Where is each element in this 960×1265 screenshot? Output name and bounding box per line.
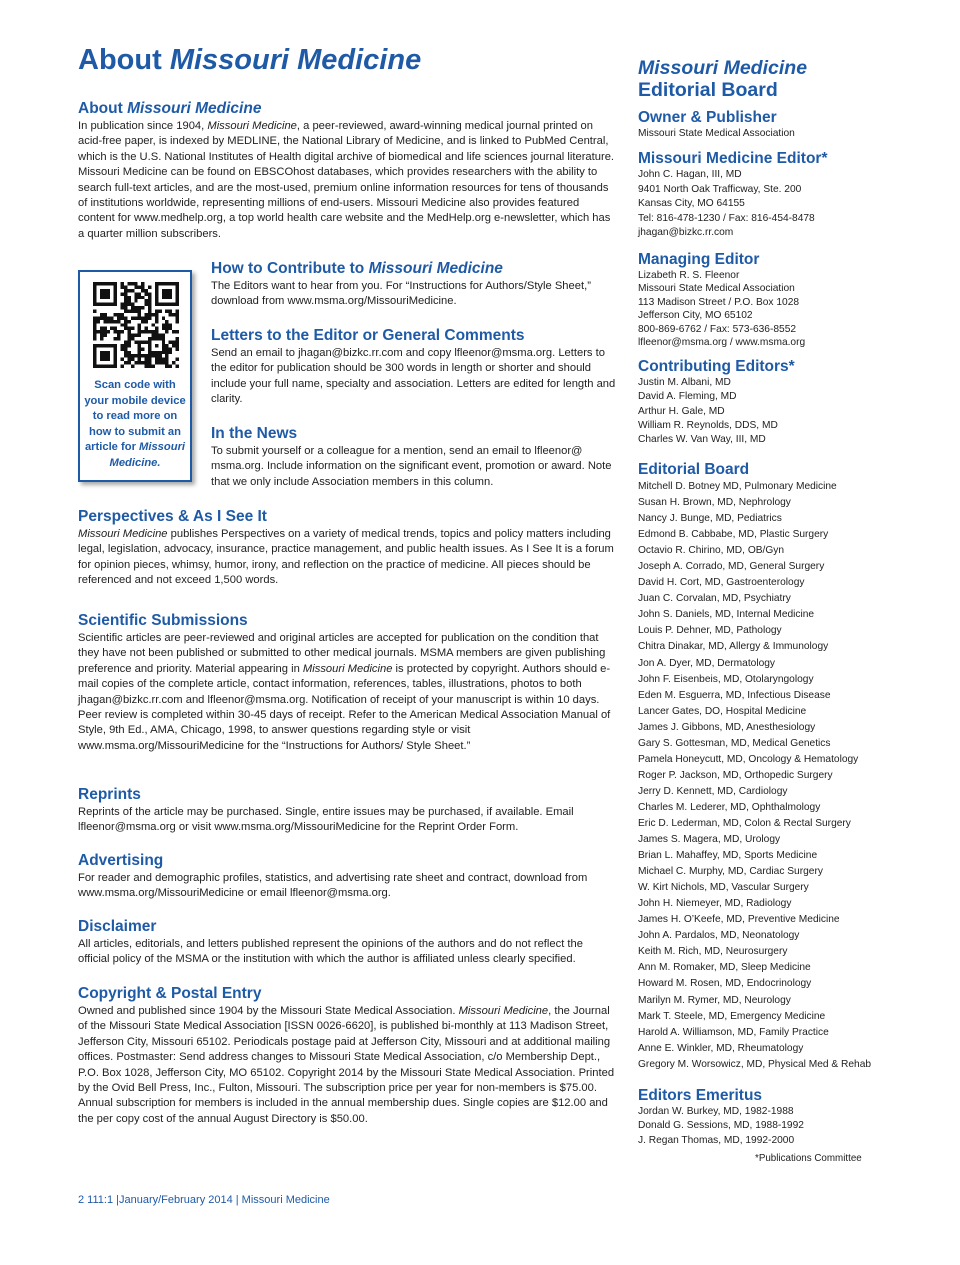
emeritus-list	[638, 1105, 898, 1148]
editorial-board-member: Gary S. Gottesman, MD, Medical Genetics	[638, 737, 831, 749]
managing-line: Missouri State Medical Association	[638, 283, 795, 295]
editorial-board-member: Michael C. Murphy, MD, Cardiac Surgery	[638, 866, 823, 878]
qr-caption: Scan code with your mobile device to read more on how to submit an article for Missouri Medicine.	[84, 379, 186, 469]
editorial-board-member: Harold A. Williamson, MD, Family Practice	[638, 1026, 829, 1038]
disclaimer-section	[78, 918, 616, 968]
contribute-section	[211, 260, 616, 310]
editor-emeritus: Jordan W. Burkey, MD, 1982-1988	[638, 1106, 794, 1117]
editorial-board-member: John F. Eisenbeis, MD, Otolaryngology	[638, 673, 814, 685]
editorial-board-member: Ann M. Romaker, MD, Sleep Medicine	[638, 962, 811, 974]
editorial-board-member: Octavio R. Chirino, MD, OB/Gyn	[638, 545, 785, 557]
board-title-line2: Editorial Board	[638, 79, 778, 101]
page-footer: 2 111:1 |January/February 2014 | Missouri Medicine	[78, 1194, 330, 1206]
editorial-board-member: James S. Magera, MD, Urology	[638, 834, 781, 846]
editorial-board-member: Eden M. Esguerra, MD, Infectious Disease	[638, 689, 831, 701]
editorial-board-member: John A. Pardalos, MD, Neonatology	[638, 930, 800, 942]
contributing-list	[638, 376, 898, 447]
about-text: In publication since 1904, Missouri Medicine, a peer-reviewed, award-winning medical journal printed on acid-free paper, is indexed by MEDLINE, the National Library of Medicine, and is linked to PubMed Central, which is the U.S. National Institutes of Health digital archive of biomedical and life sciences journal literature. Missouri Medicine can be found on EBSCOhost databases, which provides researchers with the ability to search full-text articles, and are the most-used, premium online information resources for tens of thousands of institutions worldwide, representing millions of end-users. Missouri Medicine also provides featured content for www.medhelp.org, a top world health care website and the MedHelp.org e-newsletter, which has a quarter million subscribers.	[78, 120, 615, 240]
editor-line: jhagan@bizkc.rr.com	[638, 227, 734, 239]
editorial-board-member: Chitra Dinakar, MD, Allergy & Immunology	[638, 641, 829, 653]
contributing-editor: Arthur H. Gale, MD	[638, 405, 725, 417]
editorial-list	[638, 479, 898, 1073]
editorial-board-member: Nancy J. Bunge, MD, Pediatrics	[638, 513, 782, 525]
contribute-heading: How to Contribute to Missouri Medicine	[211, 260, 503, 277]
editorial-board-member: Marilyn M. Rymer, MD, Neurology	[638, 994, 791, 1006]
board-title-line1: Missouri Medicine	[638, 57, 808, 79]
scientific-section	[78, 612, 616, 754]
managing-line: 800-869-6762 / Fax: 573-636-8552	[638, 323, 797, 335]
owner-section	[638, 109, 898, 140]
board-title	[638, 57, 898, 101]
letters-heading: Letters to the Editor or General Comments	[211, 327, 525, 344]
reprints-text: Reprints of the article may be purchased. Single, entire issues may be purchased, if available. Email lfleenor@msma.org or visit www.msma.org/MissouriMedicine for the Reprint Order Form.	[78, 806, 574, 834]
editorial-board-member: Anne E. Winkler, MD, Rheumatology	[638, 1042, 804, 1054]
editor-line: John C. Hagan, III, MD	[638, 169, 742, 180]
editorial-board-member: Pamela Honeycutt, MD, Oncology & Hematology	[638, 753, 859, 765]
editorial-board-member: David H. Cort, MD, Gastroenterology	[638, 577, 805, 589]
emeritus-heading: Editors Emeritus	[638, 1087, 763, 1104]
page-title: About Missouri Medicine	[78, 44, 422, 76]
editorial-board-member: Mitchell D. Botney MD, Pulmonary Medicine	[638, 481, 837, 492]
editorial-board-member: Roger P. Jackson, MD, Orthopedic Surgery	[638, 769, 833, 781]
disclaimer-heading: Disclaimer	[78, 918, 157, 935]
editorial-board-member: Gregory M. Worsowicz, MD, Physical Med & Rehab	[638, 1058, 872, 1070]
editorial-board-member: Louis P. Dehner, MD, Pathology	[638, 625, 782, 637]
perspectives-text: Missouri Medicine publishes Perspectives on a variety of medical trends, topics and policy matters including legal, legislation, advocacy, insurance, practice management, and public health issues. As I See It is a forum for opinion pieces, whimsy, humor, irony, and reflection on the practice of medicine. All pieces should be referenced and not exceed 1,500 words.	[78, 528, 614, 587]
editor-emeritus: Donald G. Sessions, MD, 1988-1992	[638, 1120, 804, 1132]
reprints-section	[78, 786, 616, 836]
contributing-section	[638, 358, 898, 447]
advertising-section	[78, 852, 616, 902]
contributing-editor: William R. Reynolds, DDS, MD	[638, 419, 778, 431]
news-text: To submit yourself or a colleague for a mention, send an email to lfleenor@ msma.org. Include information on the significant event, promotion or award. Note that we only include Association members in this column.	[211, 445, 612, 488]
reprints-heading: Reprints	[78, 786, 141, 803]
news-heading: In the News	[211, 425, 298, 442]
managing-line: Jefferson City, MO 65102	[638, 310, 753, 322]
editorial-board-member: John H. Niemeyer, MD, Radiology	[638, 898, 792, 910]
editorial-board-member: John S. Daniels, MD, Internal Medicine	[638, 609, 815, 621]
perspectives-heading: Perspectives & As I See It	[78, 508, 267, 525]
about-heading: About Missouri Medicine	[78, 100, 262, 117]
editorial-board-member: Juan C. Corvalan, MD, Psychiatry	[638, 593, 791, 605]
editorial-board-member: Joseph A. Corrado, MD, General Surgery	[638, 561, 825, 573]
editorial-board-member: Lancer Gates, DO, Hospital Medicine	[638, 705, 807, 717]
editor-line: Tel: 816-478-1230 / Fax: 816-454-8478	[638, 212, 815, 224]
editorial-board-member: Mark T. Steele, MD, Emergency Medicine	[638, 1010, 826, 1022]
contribute-text: The Editors want to hear from you. For “Instructions for Authors/Style Sheet,” download from www.msma.org/MissouriMedicine.	[211, 280, 591, 308]
editorial-board-member: Edmond B. Cabbabe, MD, Plastic Surgery	[638, 529, 829, 541]
managing-heading: Managing Editor	[638, 251, 760, 268]
qr-code-icon	[93, 282, 179, 368]
editorial-board-member: W. Kirt Nichols, MD, Vascular Surgery	[638, 882, 809, 894]
contributing-heading: Contributing Editors*	[638, 358, 795, 375]
managing-section	[638, 251, 898, 349]
letters-section	[211, 327, 616, 408]
committee-note: *Publications Committee	[755, 1153, 862, 1164]
about-section	[78, 100, 616, 242]
editor-section	[638, 150, 898, 241]
advertising-text: For reader and demographic profiles, statistics, and advertising rate sheet and contract, download from www.msma.org/MissouriMedicine or email lfleenor@msma.org.	[78, 872, 588, 900]
editorial-board-member: Eric D. Lederman, MD, Colon & Rectal Surgery	[638, 817, 851, 829]
editor-heading: Missouri Medicine Editor*	[638, 150, 828, 167]
editorial-board-member: James H. O’Keefe, MD, Preventive Medicine	[638, 914, 840, 926]
qr-code-box	[78, 270, 192, 482]
editorial-board-member: Howard M. Rosen, MD, Endocrinology	[638, 978, 812, 990]
editorial-board-member: Jon A. Dyer, MD, Dermatology	[638, 657, 776, 669]
editorial-board-member: Keith M. Rich, MD, Neurosurgery	[638, 946, 788, 958]
copyright-text: Owned and published since 1904 by the Missouri State Medical Association. Missouri Medicine, the Journal of the Missouri State Medical Association [ISSN 0026-6620], is published bi-monthly at 113 Madison Street, Jefferson City, Missouri 65102. Periodicals postage paid at Jefferson City, Missouri and at additional mailing offices. Postmaster: Send address changes to Missouri State Medical Association, c/o Membership Dept., P.O. Box 1028, Jefferson City, MO 65102. Copyright 2014 by the Missouri State Medical Association. Printed by the Ovid Bell Press, Inc., Fulton, Missouri. The subscription price per year for non-members is $75.00. Annual subscription for members is included in the annual membership dues. Single copies are $12.00 and the per copy cost of the annual August Directory is $50.00.	[78, 1005, 615, 1125]
letters-text: Send an email to jhagan@bizkc.rr.com and copy lfleenor@msma.org. Letters to the editor for publication should be 300 words in length or shorter and should include your full name, specialty and association. Letters are edited for length and clarity.	[211, 347, 616, 406]
editor-line: Kansas City, MO 64155	[638, 198, 745, 210]
editor-emeritus: J. Regan Thomas, MD, 1992-2000	[638, 1134, 795, 1146]
owner-text: Missouri State Medical Association	[638, 128, 795, 139]
editorial-board-member: Jerry D. Kennett, MD, Cardiology	[638, 785, 788, 797]
editorial-board-member: Charles M. Lederer, MD, Ophthalmology	[638, 801, 821, 813]
copyright-section	[78, 985, 616, 1127]
contributing-editor: Charles W. Van Way, III, MD	[638, 434, 766, 446]
contributing-editor: Justin M. Albani, MD	[638, 377, 731, 388]
editorial-board-member: James J. Gibbons, MD, Anesthesiology	[638, 721, 816, 733]
editorial-heading: Editorial Board	[638, 461, 750, 478]
perspectives-section	[78, 508, 616, 589]
disclaimer-text: All articles, editorials, and letters published represent the opinions of the authors and do not reflect the official policy of the MSMA or the institution with which the author is affiliated unless clearly specified.	[78, 938, 583, 966]
advertising-heading: Advertising	[78, 852, 164, 869]
news-section	[211, 425, 616, 490]
editorial-board-member: Brian L. Mahaffey, MD, Sports Medicine	[638, 850, 818, 862]
managing-line: lfleenor@msma.org / www.msma.org	[638, 337, 806, 349]
managing-line: Lizabeth R. S. Fleenor	[638, 270, 740, 281]
copyright-heading: Copyright & Postal Entry	[78, 985, 262, 1002]
editorial-board-member: Susan H. Brown, MD, Nephrology	[638, 497, 791, 509]
contributing-editor: David A. Fleming, MD	[638, 391, 737, 403]
editor-line: 9401 North Oak Trafficway, Ste. 200	[638, 183, 802, 195]
scientific-text: Scientific articles are peer-reviewed and original articles are accepted for publication on the condition that they have not been published or submitted to other medical journals. MSMA members are given publishing preference and priority. Material appearing in Missouri Medicine is protected by copyright. Authors should e-mail copies of the complete article, contact information, references, tables, illustrations, photos to both jhagan@bizkc.rr.com and lfleenor@msma.org. Notification of receipt of your manuscript is within 10 days. Peer review is completed within 30-45 days of receipt. Refer to the American Medical Association Manual of Style, 9th Ed., AMA, Chicago, 1998, to answer questions regarding style or visit www.msma.org/MissouriMedicine for the “Instructions for Authors/ Style Sheet.”	[78, 632, 611, 752]
owner-heading: Owner & Publisher	[638, 109, 777, 126]
scientific-heading: Scientific Submissions	[78, 612, 248, 629]
emeritus-section	[638, 1087, 898, 1148]
managing-line: 113 Madison Street / P.O. Box 1028	[638, 296, 800, 308]
editorial-section	[638, 461, 898, 1073]
